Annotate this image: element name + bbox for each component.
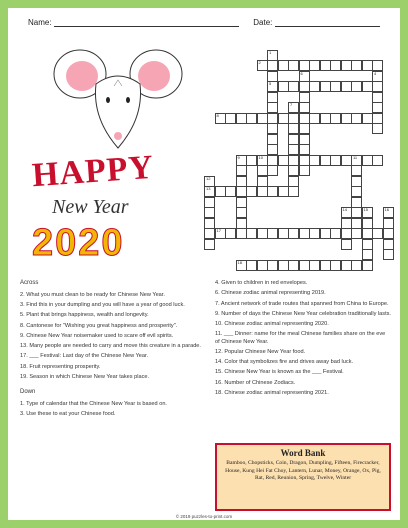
happy-text: HAPPY — [30, 148, 156, 195]
crossword-cell[interactable] — [267, 165, 278, 176]
name-blank[interactable] — [54, 18, 239, 27]
crossword-cell[interactable] — [320, 81, 331, 92]
word-bank — [215, 443, 391, 511]
crossword-cell[interactable] — [257, 60, 268, 71]
crossword-cell[interactable] — [267, 123, 278, 134]
clue-across-3: 3. Find this in your dumpling and you will have a year of good luck. — [20, 302, 185, 309]
clue-across-5: 5. Plant that brings happiness, wealth and longevity. — [20, 312, 149, 319]
crossword-cell[interactable] — [341, 155, 352, 166]
crossword-cell[interactable] — [204, 239, 215, 250]
crossword-cell[interactable] — [204, 218, 215, 229]
date-blank[interactable] — [275, 18, 380, 27]
header-row — [28, 18, 380, 27]
crossword-cell[interactable] — [257, 165, 268, 176]
crossword-cell[interactable] — [320, 228, 331, 239]
crossword-cell[interactable] — [299, 102, 310, 113]
crossword-cell[interactable] — [288, 228, 299, 239]
crossword-cell[interactable] — [257, 186, 268, 197]
crossword-cell[interactable] — [299, 165, 310, 176]
crossword-cell[interactable] — [215, 186, 226, 197]
crossword-cell[interactable] — [320, 113, 331, 124]
clue-number: 10 — [258, 154, 263, 160]
crossword-cell[interactable] — [236, 155, 247, 166]
crossword-cell[interactable] — [309, 155, 320, 166]
crossword-cell[interactable] — [299, 134, 310, 145]
crossword-cell[interactable] — [267, 113, 278, 124]
crossword-cell[interactable] — [330, 228, 341, 239]
crossword-cell[interactable] — [330, 81, 341, 92]
clue-across-9: 9. Chinese New Year noisemaker used to scare off evil spirits. — [20, 332, 174, 339]
crossword-cell[interactable] — [351, 176, 362, 187]
crossword-cell[interactable] — [257, 176, 268, 187]
crossword-cell[interactable] — [236, 207, 247, 218]
crossword-cell[interactable] — [309, 113, 320, 124]
crossword-cell[interactable] — [383, 228, 394, 239]
crossword-cell[interactable] — [246, 155, 257, 166]
clue-down-10: 10. Chinese zodiac animal representing 2020. — [215, 321, 329, 328]
crossword-cell[interactable] — [278, 113, 289, 124]
crossword-cell[interactable] — [278, 60, 289, 71]
crossword-cell[interactable] — [278, 228, 289, 239]
crossword-cell[interactable] — [204, 207, 215, 218]
crossword-cell[interactable] — [383, 249, 394, 260]
crossword-cell[interactable] — [372, 155, 383, 166]
down-clues — [215, 280, 391, 400]
crossword-cell[interactable] — [257, 155, 268, 166]
crossword-cell[interactable] — [299, 144, 310, 155]
clue-number: 15 — [363, 207, 368, 212]
clue-down-7: 7. Ancient network of trade routes that spanned from China to Europe. — [215, 300, 389, 307]
crossword-cell[interactable] — [236, 113, 247, 124]
clue-down-16: 16. Number of Chinese Zodiacs. — [215, 379, 296, 386]
clue-number: 12 — [206, 175, 211, 181]
worksheet-page — [8, 8, 400, 520]
clue-down-4: 4. Given to children in red envelopes. — [215, 280, 308, 286]
clue-down-14: 14. Color that symbolizes fire and drives away bad luck. — [215, 359, 354, 366]
crossword-cell[interactable] — [372, 81, 383, 92]
crossword-cell[interactable] — [204, 176, 215, 187]
clue-across-18: 18. Fruit representing prosperity. — [20, 363, 101, 370]
clue-across-13: 13. Many people are needed to carry and move this creature in a parade. — [20, 343, 201, 350]
crossword-cell[interactable] — [288, 123, 299, 134]
crossword-cell[interactable] — [267, 102, 278, 113]
crossword-cell[interactable] — [330, 155, 341, 166]
clue-number: 5 — [269, 81, 272, 86]
crossword-cell[interactable] — [351, 218, 362, 229]
crossword-cell[interactable] — [362, 207, 373, 218]
crossword-cell[interactable] — [288, 176, 299, 187]
crossword-cell[interactable] — [278, 81, 289, 92]
crossword-cell[interactable] — [372, 92, 383, 103]
crossword-cell[interactable] — [246, 228, 257, 239]
clue-down-18: 18. Chinese zodiac animal representing 2021. — [215, 389, 329, 396]
clue-number: 9 — [237, 154, 240, 160]
crossword-cell[interactable] — [362, 113, 373, 124]
clue-across-2: 2. What you must clean to be ready for Chinese New Year. — [20, 291, 165, 298]
crossword-cell[interactable] — [299, 60, 310, 71]
crossword-cell[interactable] — [351, 81, 362, 92]
crossword-cell[interactable] — [351, 113, 362, 124]
crossword-cell[interactable] — [372, 123, 383, 134]
clue-down-1: 1. Type of calendar that the Chinese New Year is based on. — [20, 400, 167, 407]
word-bank-list: Bamboo, Chopsticks, Coin, Dragon, Dumpling, Fifteen, Firecracker, House, Kung Hei Fat Choy, Lantern, Lunar, Money, Orange, Ox, Pig, Rat, Red, Reunion, Spring, Twelve, Winter — [225, 460, 381, 482]
crossword-cell[interactable] — [330, 260, 341, 271]
crossword-cell[interactable] — [372, 60, 383, 71]
crossword-cell[interactable] — [309, 260, 320, 271]
crossword-cell[interactable] — [351, 186, 362, 197]
clue-across-17: 17. ___ Festival: Last day of the Chinese New Year. — [20, 353, 149, 360]
crossword-cell[interactable] — [236, 218, 247, 229]
across-clues — [20, 280, 204, 422]
clue-across-19: 19. Season in which Chinese New Year takes place. — [20, 373, 150, 380]
crossword-cell[interactable] — [351, 260, 362, 271]
word-bank-title: Word Bank — [280, 448, 326, 458]
clue-number: 13 — [206, 186, 211, 191]
crossword-cell[interactable] — [320, 60, 331, 71]
crossword-cell[interactable] — [288, 102, 299, 113]
crossword-cell[interactable] — [236, 176, 247, 187]
new-year-text: New Year — [52, 196, 129, 218]
crossword-cell[interactable] — [288, 165, 299, 176]
clue-down-12: 12. Popular Chinese New Year food. — [215, 348, 306, 355]
crossword-cell[interactable] — [236, 197, 247, 208]
crossword-cell[interactable] — [309, 228, 320, 239]
crossword-cell[interactable] — [383, 218, 394, 229]
crossword-cell[interactable] — [204, 197, 215, 208]
clue-down-11: 11. ___ Dinner: name for the meal Chinese families share on the eve of Chinese New Year. — [215, 331, 386, 345]
crossword-cell[interactable] — [362, 218, 373, 229]
crossword-cell[interactable] — [225, 113, 236, 124]
crossword-cell[interactable] — [299, 155, 310, 166]
clue-number: 4 — [374, 70, 377, 76]
crossword-cell[interactable] — [267, 71, 278, 82]
crossword-cell[interactable] — [278, 155, 289, 166]
crossword-cell[interactable] — [267, 228, 278, 239]
clue-number: 14 — [342, 207, 347, 212]
crossword-cell[interactable] — [246, 113, 257, 124]
crossword-cell[interactable] — [267, 134, 278, 145]
crossword-cell[interactable] — [383, 207, 394, 218]
crossword-cell[interactable] — [225, 228, 236, 239]
crossword-cell[interactable] — [351, 228, 362, 239]
crossword-cell[interactable] — [288, 155, 299, 166]
crossword-cell[interactable] — [362, 60, 373, 71]
crossword-cell[interactable] — [288, 260, 299, 271]
crossword-cell[interactable] — [204, 186, 215, 197]
name-label: Name: — [28, 18, 52, 27]
crossword-cell[interactable] — [267, 144, 278, 155]
crossword-cell[interactable] — [351, 60, 362, 71]
crossword-cell[interactable] — [267, 92, 278, 103]
crossword-cell[interactable] — [299, 71, 310, 82]
clue-across-8: 8. Cantonese for "Wishing you great happiness and prosperity". — [20, 322, 178, 329]
crossword-cell[interactable] — [215, 113, 226, 124]
crossword-cell[interactable] — [372, 102, 383, 113]
crossword-cell[interactable] — [267, 155, 278, 166]
across-heading: Across — [20, 280, 39, 286]
crossword-cell[interactable] — [341, 207, 352, 218]
clue-number: 11 — [353, 154, 358, 160]
crossword-cell[interactable] — [362, 228, 373, 239]
clue-down-3: 3. Use these to eat your Chinese food. — [20, 411, 116, 418]
crossword-cell[interactable] — [236, 186, 247, 197]
crossword-cell[interactable] — [351, 207, 362, 218]
crossword-cell[interactable] — [215, 228, 226, 239]
crossword-cell[interactable] — [372, 228, 383, 239]
crossword-cell[interactable] — [288, 113, 299, 124]
down-heading: Down — [20, 389, 36, 396]
crossword-cell[interactable] — [341, 239, 352, 250]
clue-number: 8 — [216, 112, 219, 118]
crossword-cell[interactable] — [236, 260, 247, 271]
copyright-footer: © 2019 puzzles-to-print.com — [175, 514, 233, 519]
crossword-cell[interactable] — [341, 228, 352, 239]
date-label: Date: — [253, 18, 273, 27]
crossword-cell[interactable] — [299, 92, 310, 103]
clue-number: 2 — [258, 60, 261, 65]
crossword-cell[interactable] — [267, 81, 278, 92]
clue-number: 18 — [237, 259, 242, 265]
crossword-cell[interactable] — [246, 260, 257, 271]
clue-number: 6 — [300, 70, 303, 76]
crossword-cell[interactable] — [288, 186, 299, 197]
crossword-cell[interactable] — [278, 186, 289, 197]
crossword-cell[interactable] — [267, 260, 278, 271]
clue-down-15: 15. Chinese New Year is known as the ___ Festival. — [215, 369, 344, 376]
crossword-cell[interactable] — [278, 260, 289, 271]
crossword-cell[interactable] — [299, 228, 310, 239]
crossword-cell[interactable] — [362, 249, 373, 260]
crossword-cell[interactable] — [309, 60, 320, 71]
crossword-cell[interactable] — [372, 113, 383, 124]
crossword-cell[interactable] — [299, 113, 310, 124]
crossword-cell[interactable] — [288, 81, 299, 92]
crossword-cell[interactable] — [372, 71, 383, 82]
crossword-cell[interactable] — [341, 60, 352, 71]
clue-number: 17 — [216, 228, 221, 233]
crossword-cell[interactable] — [362, 81, 373, 92]
clue-down-6: 6. Chinese zodiac animal representing 2019. — [215, 290, 326, 297]
crossword-cell[interactable] — [362, 239, 373, 250]
crossword-cell[interactable] — [341, 113, 352, 124]
crossword-cell[interactable] — [299, 81, 310, 92]
crossword-cell[interactable] — [299, 123, 310, 134]
crossword-cell[interactable] — [351, 155, 362, 166]
crossword-cell[interactable] — [383, 239, 394, 250]
crossword-cell[interactable] — [362, 155, 373, 166]
crossword-cell[interactable] — [267, 50, 278, 61]
crossword-cell[interactable] — [330, 113, 341, 124]
crossword-cell[interactable] — [309, 81, 320, 92]
crossword-cell[interactable] — [257, 260, 268, 271]
clue-number: 1 — [269, 49, 272, 55]
crossword-cell[interactable] — [341, 260, 352, 271]
crossword-cell[interactable] — [341, 81, 352, 92]
crossword-cell[interactable] — [257, 113, 268, 124]
crossword-cell[interactable] — [351, 197, 362, 208]
crossword-cell[interactable] — [330, 60, 341, 71]
crossword-cell[interactable] — [351, 165, 362, 176]
crossword-cell[interactable] — [341, 218, 352, 229]
crossword-cell[interactable] — [246, 186, 257, 197]
crossword-cell[interactable] — [320, 155, 331, 166]
crossword-cell[interactable] — [288, 60, 299, 71]
crossword-cell[interactable] — [299, 260, 310, 271]
year-2020-text: 2020 — [32, 222, 125, 264]
crossword-cell[interactable] — [267, 186, 278, 197]
clue-down-9: 9. Number of days the Chinese New Year celebration traditionally lasts. — [215, 310, 391, 317]
clue-number: 16 — [384, 207, 389, 212]
clue-number: 7 — [290, 102, 293, 107]
crossword-cell[interactable] — [288, 134, 299, 145]
crossword-cell[interactable] — [257, 228, 268, 239]
crossword-cell[interactable] — [225, 186, 236, 197]
crossword-cell[interactable] — [267, 60, 278, 71]
crossword-cell[interactable] — [236, 165, 247, 176]
crossword-cell[interactable] — [204, 228, 215, 239]
crossword-cell[interactable] — [362, 260, 373, 271]
crossword-cell[interactable] — [320, 260, 331, 271]
crossword-cell[interactable] — [288, 144, 299, 155]
crossword-cell[interactable] — [236, 228, 247, 239]
